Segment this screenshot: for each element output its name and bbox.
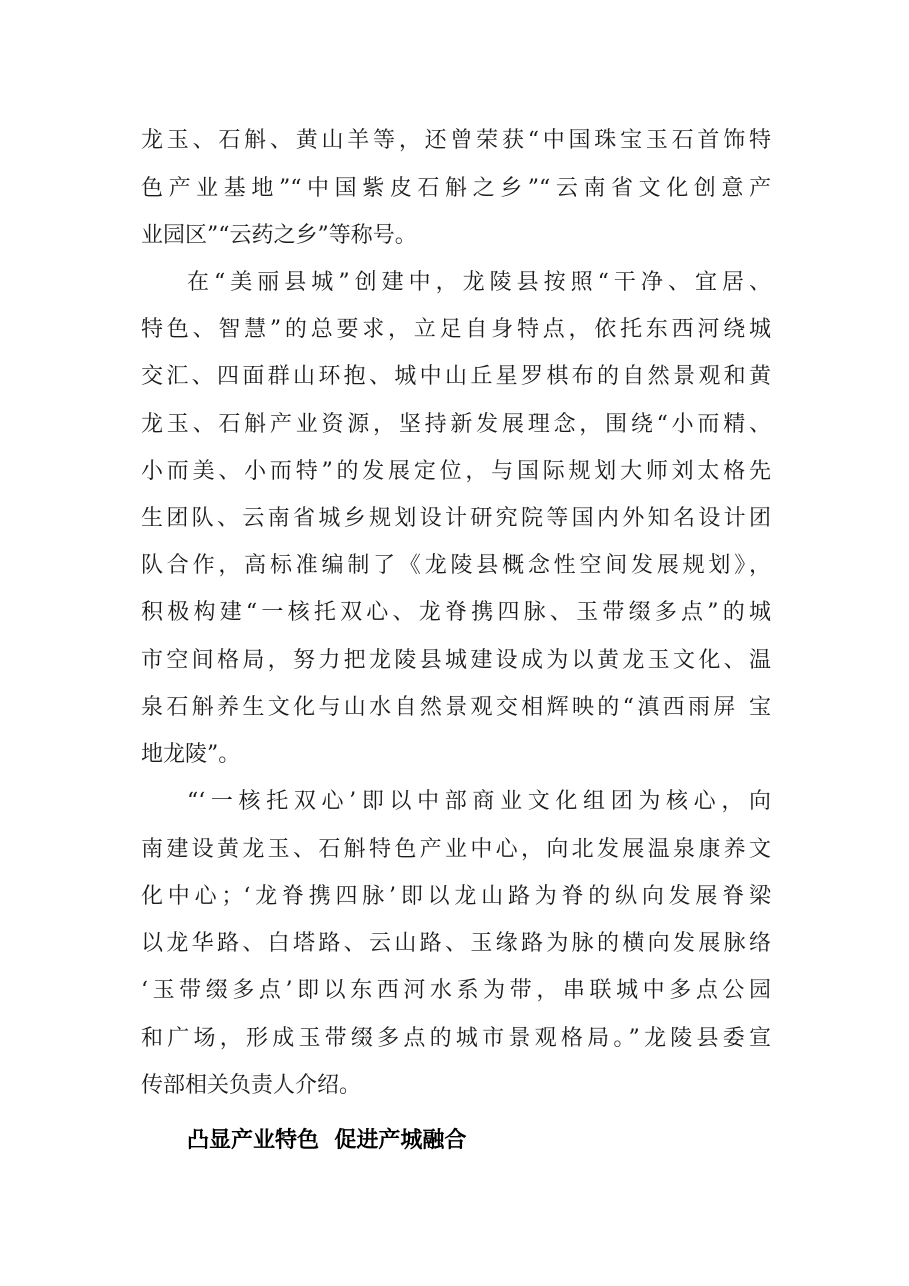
section-heading: 凸显产业特色 促进产城融合 <box>187 1128 467 1153</box>
paragraph-2-line-8: 积极构建“一核托双心、龙脊携四脉、玉带缀多点”的城 <box>141 600 771 625</box>
paragraph-2-line-4: 龙玉、石斛产业资源，坚持新发展理念，围绕“小而精、 <box>141 412 771 437</box>
paragraph-3-line-4: 以龙华路、白塔路、云山路、玉缘路为脉的横向发展脉络 <box>141 931 771 956</box>
paragraph-3-line-6: 和广场，形成玉带缀多点的城市景观格局。”龙陵县委宣 <box>141 1026 771 1051</box>
paragraph-2-line-11: 地龙陵”。 <box>141 742 241 767</box>
paragraph-2-line-9: 市空间格局，努力把龙陵县城建设成为以黄龙玉文化、温 <box>141 648 771 673</box>
paragraph-1-line-2: 色产业基地”“中国紫皮石斛之乡”“云南省文化创意产 <box>141 176 771 201</box>
paragraph-2-line-1: 在“美丽县城”创建中，龙陵县按照“干净、宜居、 <box>187 270 771 295</box>
paragraph-2-line-3: 交汇、四面群山环抱、城中山丘星罗棋布的自然景观和黄 <box>141 364 771 389</box>
paragraph-2-line-2: 特色、智慧”的总要求，立足自身特点，依托东西河绕城 <box>141 317 771 342</box>
paragraph-1-line-1: 龙玉、石斛、黄山羊等，还曾荣获“中国珠宝玉石首饰特 <box>141 128 771 153</box>
paragraph-2-line-10: 泉石斛养生文化与山水自然景观交相辉映的“滇西雨屏 宝 <box>141 695 771 720</box>
paragraph-3-line-2: 南建设黄龙玉、石斛特色产业中心，向北发展温泉康养文 <box>141 837 771 862</box>
paragraph-2-line-7: 队合作，高标准编制了《龙陵县概念性空间发展规划》， <box>141 553 771 578</box>
paragraph-3-line-1: “‘一核托双心’即以中部商业文化组团为核心，向 <box>187 789 771 814</box>
paragraph-3-line-3: 化中心；‘龙脊携四脉’即以龙山路为脊的纵向发展脊梁 <box>141 884 771 909</box>
paragraph-3-line-7: 传部相关负责人介绍。 <box>141 1073 362 1098</box>
paragraph-2-line-5: 小而美、小而特”的发展定位，与国际规划大师刘太格先 <box>141 459 771 484</box>
paragraph-3-line-5: ‘玉带缀多点’即以东西河水系为带，串联城中多点公园 <box>141 978 771 1003</box>
paragraph-2-line-6: 生团队、云南省城乡规划设计研究院等国内外知名设计团 <box>141 506 771 531</box>
paragraph-1-line-3: 业园区”“云药之乡”等称号。 <box>141 223 417 248</box>
